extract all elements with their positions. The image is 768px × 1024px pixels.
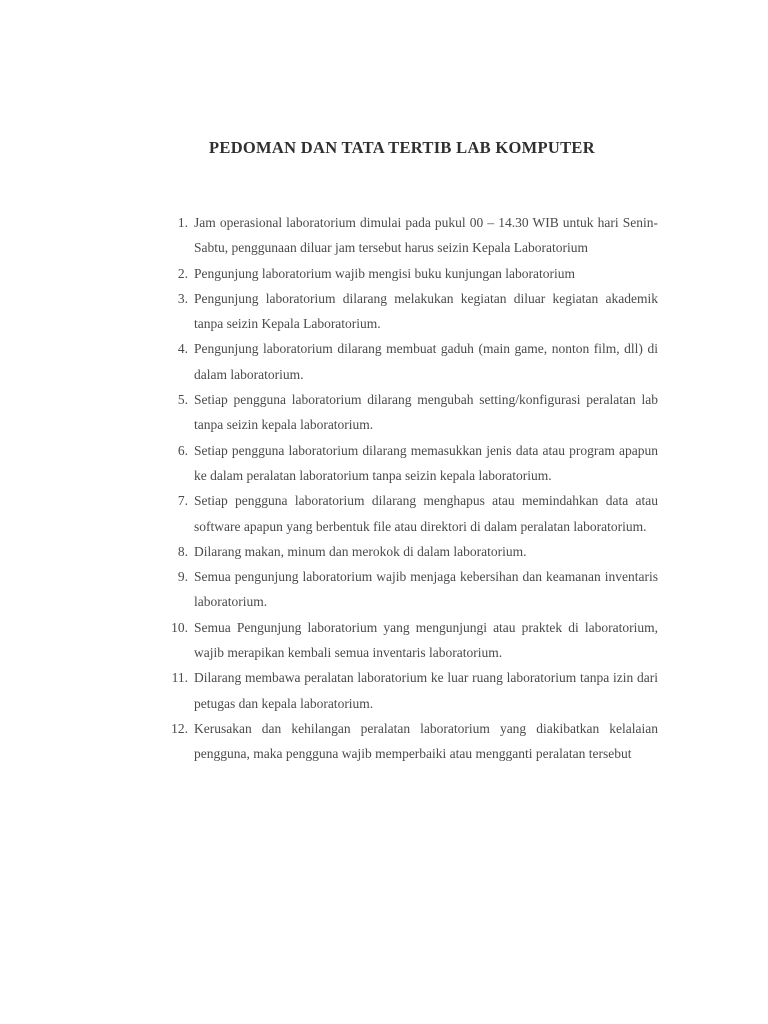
rule-number: 8.: [177, 543, 188, 559]
rule-item: [160, 286, 658, 337]
document-title: PEDOMAN DAN TATA TERTIB LAB KOMPUTER: [209, 138, 595, 157]
rule-number: 12.: [171, 720, 188, 736]
rule-number: 7.: [177, 493, 188, 509]
rule-item: [160, 210, 658, 261]
rule-text: Setiap pengguna laboratorium dilarang mengubah setting/konfigurasi peralatan lab tanpa seizin kepala laboratorium.: [194, 392, 658, 433]
rule-number: 2.: [177, 265, 188, 281]
rule-number: 9.: [177, 569, 188, 585]
rule-item: [160, 336, 658, 387]
rule-item: [160, 716, 658, 767]
rule-item: [160, 488, 658, 539]
rule-text: Kerusakan dan kehilangan peralatan laboratorium yang diakibatkan kelalaian pengguna, maka pengguna wajib memperbaiki atau mengganti peralatan tersebut: [194, 720, 658, 762]
rule-text: Dilarang membawa peralatan laboratorium ke luar ruang laboratorium tanpa izin dari petugas dan kepala laboratorium.: [194, 670, 658, 711]
rule-item: [160, 539, 658, 564]
rule-text: Setiap pengguna laboratorium dilarang memasukkan jenis data atau program apapun ke dalam peralatan laboratorium tanpa seizin kepala laboratorium.: [194, 442, 658, 483]
rule-number: 5.: [177, 392, 188, 408]
rule-text: Jam operasional laboratorium dimulai pada pukul 00 – 14.30 WIB untuk hari Senin-Sabtu, penggunaan diluar jam tersebut harus seizin Kepala Laboratorium: [194, 215, 658, 256]
rule-text: Pengunjung laboratorium dilarang membuat gaduh (main game, nonton film, dll) di dalam laboratorium.: [194, 341, 658, 382]
rule-number: 10.: [171, 619, 188, 635]
rule-text: Pengunjung laboratorium wajib mengisi buku kunjungan laboratorium: [194, 265, 575, 281]
rules-list: [160, 210, 658, 767]
rule-item: [160, 665, 658, 716]
rule-item: [160, 387, 658, 438]
rule-number: 4.: [177, 341, 188, 357]
rule-number: 6.: [177, 442, 188, 458]
rule-number: 11.: [171, 670, 188, 686]
rule-text: Pengunjung laboratorium dilarang melakukan kegiatan diluar kegiatan akademik tanpa seizin Kepala Laboratorium.: [194, 290, 658, 332]
rule-number: 1.: [177, 215, 188, 230]
rule-text: Semua pengunjung laboratorium wajib menjaga kebersihan dan keamanan inventaris laboratorium.: [194, 569, 658, 610]
rule-number: 3.: [177, 290, 188, 306]
rule-item: [160, 261, 658, 286]
rule-text: Semua Pengunjung laboratorium yang mengunjungi atau praktek di laboratorium, wajib merapikan kembali semua inventaris laboratorium.: [194, 619, 658, 661]
rule-text: Setiap pengguna laboratorium dilarang menghapus atau memindahkan data atau software apapun yang berbentuk file atau direktori di dalam peralatan laboratorium.: [194, 493, 658, 534]
rule-item: [160, 564, 658, 615]
rule-item: [160, 615, 658, 666]
rule-text: Dilarang makan, minum dan merokok di dalam laboratorium.: [194, 543, 527, 559]
rule-item: [160, 438, 658, 489]
